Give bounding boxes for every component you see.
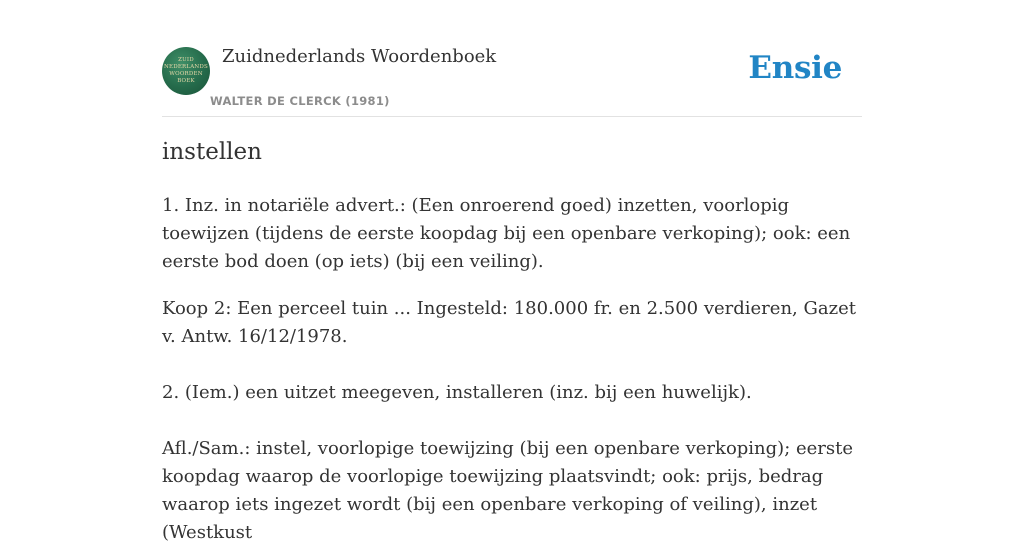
logo-text-line: NEDERLANDS <box>163 64 208 70</box>
header <box>162 0 862 117</box>
definition-paragraph: 1. Inz. in notariële advert.: (Een onroerend goed) inzetten, voorlopig toewijzen (tijdens de eerste koopdag bij een openbare verkoping); ook: een eerste bod doen (op iets) (bij een veiling). <box>162 195 851 272</box>
page <box>162 0 862 543</box>
ensie-brand-link[interactable]: Ensie <box>748 50 842 86</box>
logo-text-line: BOEK <box>177 78 195 84</box>
example-paragraph: Koop 2: Een perceel tuin ... Ingesteld: 180.000 fr. en 2.500 verdieren, Gazet v. Antw. 16/12/1978. <box>162 298 856 347</box>
dictionary-author: WALTER DE CLERCK (1981) <box>210 94 390 108</box>
dictionary-title[interactable]: Zuidnederlands Woordenboek <box>222 46 497 67</box>
logo-text-line: ZUID <box>178 57 194 63</box>
logo-text-line: WOORDEN <box>169 71 203 77</box>
definition-paragraph: 2. (Iem.) een uitzet meegeven, installeren (inz. bij een huwelijk). <box>162 382 752 403</box>
derivations-paragraph: Afl./Sam.: instel, voorlopige toewijzing (bij een openbare verkoping); eerste koopdag waarop de voorlopige toewijzing plaatsvindt; ook: prijs, bedrag waarop iets ingezet wordt (bij een openbare verkoping of veiling), inzet (Westkust <box>162 438 854 543</box>
entry-headword: instellen <box>162 139 262 165</box>
entry-definition <box>162 192 862 547</box>
dictionary-logo[interactable] <box>162 47 210 95</box>
